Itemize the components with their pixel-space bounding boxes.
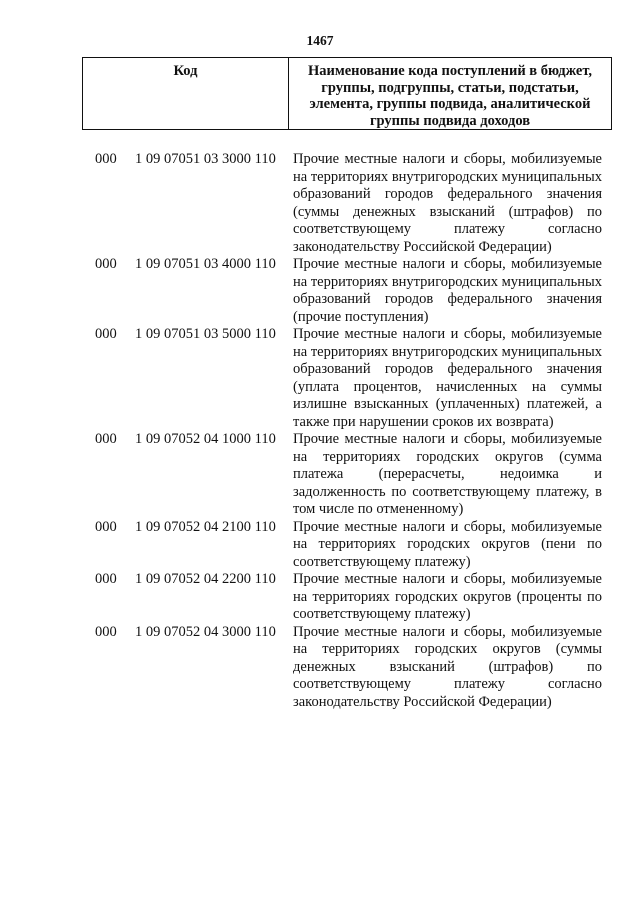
table-row bbox=[0, 326, 640, 431]
budget-code: 1 09 07051 03 4000 110 bbox=[135, 256, 276, 272]
admin-code: 000 bbox=[95, 518, 117, 535]
budget-code: 1 09 07052 04 2200 110 bbox=[135, 571, 276, 587]
header-name-label: Наименование кода поступлений в бюджет, группы, подгруппы, статьи, подстатьи, элемента, группы подвида, аналитической группы подвида доходов bbox=[307, 63, 593, 129]
table-row bbox=[0, 571, 640, 624]
admin-code: 000 bbox=[95, 431, 117, 447]
admin-code: 000 bbox=[95, 571, 117, 587]
table-row bbox=[0, 431, 640, 519]
admin-code: 000 bbox=[95, 623, 117, 640]
table-row bbox=[0, 151, 640, 256]
admin-code: 000 bbox=[95, 326, 117, 342]
budget-code: 1 09 07051 03 5000 110 bbox=[135, 326, 276, 342]
table-row bbox=[0, 256, 640, 326]
admin-code: 000 bbox=[95, 256, 117, 272]
code-description: Прочие местные налоги и сборы, мобилизуемые на территориях городских округов (суммы денежных взысканий (штрафов) по соответствующему платежу согласно законодательству Российской Федерации) bbox=[293, 623, 602, 710]
budget-code: 1 09 07052 04 1000 110 bbox=[135, 431, 276, 447]
table-row bbox=[0, 624, 640, 712]
table-row bbox=[0, 519, 640, 572]
budget-code: 1 09 07052 04 3000 110 bbox=[135, 623, 276, 640]
admin-code: 000 bbox=[95, 151, 117, 167]
code-description: Прочие местные налоги и сборы, мобилизуемые на территориях внутригородских муниципальных образований городов федерального значения (уплата процентов, начисленных на суммы излишне взысканных (уплаченных) платежей, а также при нарушении сроков их возврата) bbox=[293, 326, 602, 430]
table-body bbox=[0, 151, 640, 711]
code-description: Прочие местные налоги и сборы, мобилизуемые на территориях внутригородских муниципальных образований городов федерального значения (суммы денежных взысканий (штрафов) по соответствующему платежу согласно законодательству Российской Федерации) bbox=[293, 151, 602, 255]
code-description: Прочие местные налоги и сборы, мобилизуемые на территориях внутригородских муниципальных образований городов федерального значения (прочие поступления) bbox=[293, 256, 602, 325]
code-description: Прочие местные налоги и сборы, мобилизуемые на территориях городских округов (сумма платежа (перерасчеты, недоимка и задолженность по соответствующему платежу, в том числе по отмененному) bbox=[293, 431, 602, 517]
budget-code: 1 09 07052 04 2100 110 bbox=[135, 518, 276, 535]
header-kod-label: Код bbox=[173, 63, 198, 79]
table-header bbox=[82, 57, 612, 130]
code-description: Прочие местные налоги и сборы, мобилизуемые на территориях городских округов (пени по соответствующему платежу) bbox=[293, 518, 602, 570]
budget-code: 1 09 07051 03 3000 110 bbox=[135, 151, 276, 167]
page-number: 1467 bbox=[306, 33, 334, 48]
code-description: Прочие местные налоги и сборы, мобилизуемые на территориях городских округов (проценты по соответствующему платежу) bbox=[293, 571, 602, 622]
